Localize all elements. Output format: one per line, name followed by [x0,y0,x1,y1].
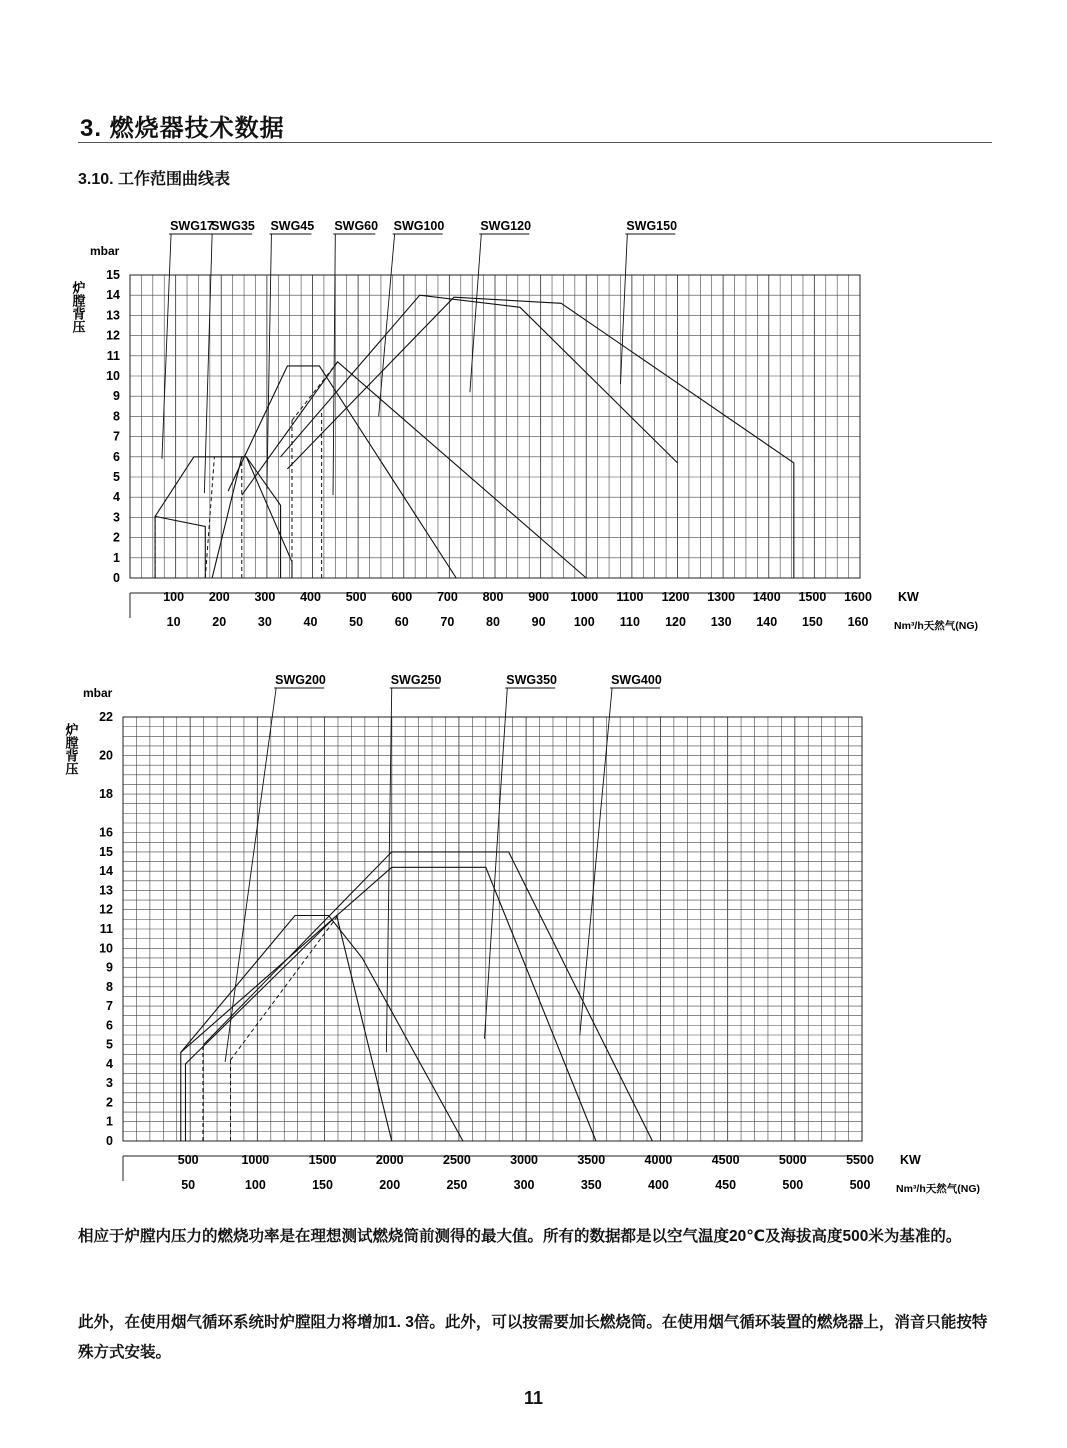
y-tick-label: 1 [106,1114,113,1129]
y-tick-label: 1 [113,550,120,565]
x2-tick-label: 100 [244,1178,266,1192]
y-tick-label: 18 [99,787,113,802]
y-unit-label: mbar [90,244,120,258]
x2-tick-label: 30 [257,615,272,629]
x2-tick-label: 250 [446,1178,468,1192]
y-tick-label: 2 [106,1095,113,1110]
x-tick-label: 2500 [443,1153,471,1167]
x2-tick-label: 400 [648,1178,669,1192]
y-tick-label: 14 [99,864,113,879]
x-tick-label: 1200 [661,590,690,604]
y-tick-label: 12 [106,328,120,343]
x2-tick-label: 120 [665,615,686,629]
x2-tick-label: 200 [379,1178,401,1192]
leader-line-swg120 [470,234,481,392]
leader-line-swg150 [620,234,627,384]
y-tick-label: 6 [106,1018,113,1033]
x2-tick-label: 80 [486,615,500,629]
x2-tick-label: 60 [394,615,409,629]
series-label-swg200: SWG200 [275,673,326,687]
y-tick-label: 15 [106,268,120,282]
x-tick-label: 200 [208,590,230,604]
y-axis-label: 炉膛背压 [70,281,86,333]
x2-tick-label: 150 [801,615,823,629]
y-tick-label: 13 [99,883,113,898]
y-tick-label: 3 [106,1076,113,1091]
x2-tick-label: 500 [782,1178,804,1192]
y-tick-label: 5 [113,470,120,484]
x2-tick-label: 40 [303,615,318,629]
y-tick-label: 11 [99,922,113,936]
x2-axis-label: Nm³/h天然气(NG) [896,1183,980,1195]
y-tick-label: 7 [113,429,120,444]
x-tick-label: 400 [300,590,321,604]
x-axis-label: KW [900,1153,921,1167]
x2-tick-label: 50 [349,615,364,629]
leader-line-swg35 [204,234,212,493]
x-tick-label: 1500 [798,590,827,604]
y-tick-label: 22 [99,710,113,724]
section-title: 3. 燃烧器技术数据 [80,115,285,142]
x2-tick-label: 160 [847,615,869,629]
y-tick-label: 12 [99,902,113,917]
series-line-swg17 [155,516,205,578]
x-tick-label: 500 [345,590,367,604]
series-label-swg400: SWG400 [611,673,662,687]
series-label-swg35: SWG35 [211,219,255,233]
y-tick-label: 8 [106,979,113,994]
x-tick-label: 2000 [375,1153,404,1167]
y-tick-label: 3 [113,510,120,525]
note-paragraph-2: 此外，在使用烟气循环系统时炉膛阻力将增加1. 3倍。此外，可以按需要加长燃烧筒。在使用烟气循环装置的燃烧器上，消音只能按特殊方式安装。 [78,1314,988,1361]
page-number: 11 [523,1388,544,1408]
x2-tick-label: 20 [212,615,227,629]
y-tick-label: 14 [106,288,120,303]
y-tick-label: 20 [99,748,113,763]
leader-line-swg350 [484,688,507,1039]
series-line-swg60 [228,366,456,578]
leader-line-swg17 [162,234,171,459]
y-tick-label: 4 [106,1056,113,1071]
y-tick-label: 9 [113,389,120,404]
y-tick-label: 5 [106,1037,113,1052]
x-tick-label: 900 [528,590,550,604]
x-tick-label: 1100 [616,590,644,604]
series-line-swg250 [185,916,391,1141]
subsection-title: 3.10. 工作范围曲线表 [78,171,231,188]
x-tick-label: 1400 [752,590,781,604]
x2-tick-label: 130 [710,615,732,629]
x2-tick-label: 10 [166,615,181,629]
x-tick-label: 100 [163,590,185,604]
x2-tick-label: 70 [440,615,455,629]
x2-tick-label: 450 [715,1178,737,1192]
x-tick-label: 4500 [711,1153,740,1167]
x-tick-label: 3500 [577,1153,606,1167]
x-tick-label: 700 [436,590,458,604]
leader-line-swg45 [267,234,272,489]
note-paragraph-1: 相应于炉膛内压力的燃烧功率是在理想测试燃烧筒前测得的最大值。所有的数据都是以空气温度20℃及海拔高度500米为基准的。 [78,1228,962,1245]
series-label-swg45: SWG45 [270,219,315,233]
y-unit-label: mbar [83,686,113,700]
x-tick-label: 300 [254,590,276,604]
x-tick-label: 5000 [778,1153,807,1167]
x-tick-label: 1600 [844,590,872,604]
x2-tick-label: 500 [849,1178,871,1192]
working-range-chart-large [0,660,1067,1200]
x-tick-label: 1000 [570,590,599,604]
x2-tick-label: 50 [181,1178,196,1192]
x-axis-label: KW [898,590,919,604]
x2-tick-label: 100 [573,615,595,629]
x-tick-label: 600 [391,590,413,604]
x-tick-label: 1300 [707,590,736,604]
y-tick-label: 4 [113,490,120,505]
y-tick-label: 2 [113,530,120,545]
y-tick-label: 11 [106,348,120,363]
x-tick-label: 500 [177,1153,199,1167]
x-tick-label: 3000 [510,1153,538,1167]
y-tick-label: 9 [106,960,113,975]
series-label-swg17: SWG17 [170,219,214,233]
y-tick-label: 0 [113,571,120,585]
x-tick-label: 1500 [308,1153,337,1167]
series-label-swg250: SWG250 [390,673,442,687]
series-label-swg120: SWG120 [480,219,532,233]
y-tick-label: 10 [99,941,113,956]
y-tick-label: 13 [106,308,120,323]
x-tick-label: 4000 [644,1153,673,1167]
x2-tick-label: 350 [580,1178,602,1192]
y-axis-label: 炉膛背压 [63,723,79,775]
x2-tick-label: 300 [513,1178,535,1192]
y-tick-label: 15 [99,844,113,859]
section-divider [78,142,992,143]
x2-tick-label: 90 [531,615,546,629]
y-tick-label: 0 [106,1134,113,1148]
x-tick-label: 5500 [846,1153,874,1167]
series-line-swg200 [181,916,463,1141]
series-line-swg120 [281,295,678,463]
y-tick-label: 10 [106,369,120,383]
series-label-swg60: SWG60 [334,219,379,233]
y-tick-label: 7 [106,999,113,1014]
series-line-swg100 [242,362,586,578]
y-tick-label: 16 [99,825,113,840]
series-label-swg100: SWG100 [393,219,445,233]
series-label-swg350: SWG350 [506,673,557,687]
x2-tick-label: 140 [756,615,778,629]
x2-tick-label: 150 [312,1178,333,1192]
working-range-chart-small [0,200,1067,640]
series-label-swg150: SWG150 [626,219,678,233]
x2-tick-label: 110 [619,615,640,629]
series-dashed-swg100 [292,362,338,421]
x-tick-label: 1000 [241,1153,270,1167]
y-tick-label: 6 [113,449,120,464]
x2-axis-label: Nm³/h天然气(NG) [894,620,978,632]
x-tick-label: 800 [482,590,504,604]
y-tick-label: 8 [113,409,120,424]
